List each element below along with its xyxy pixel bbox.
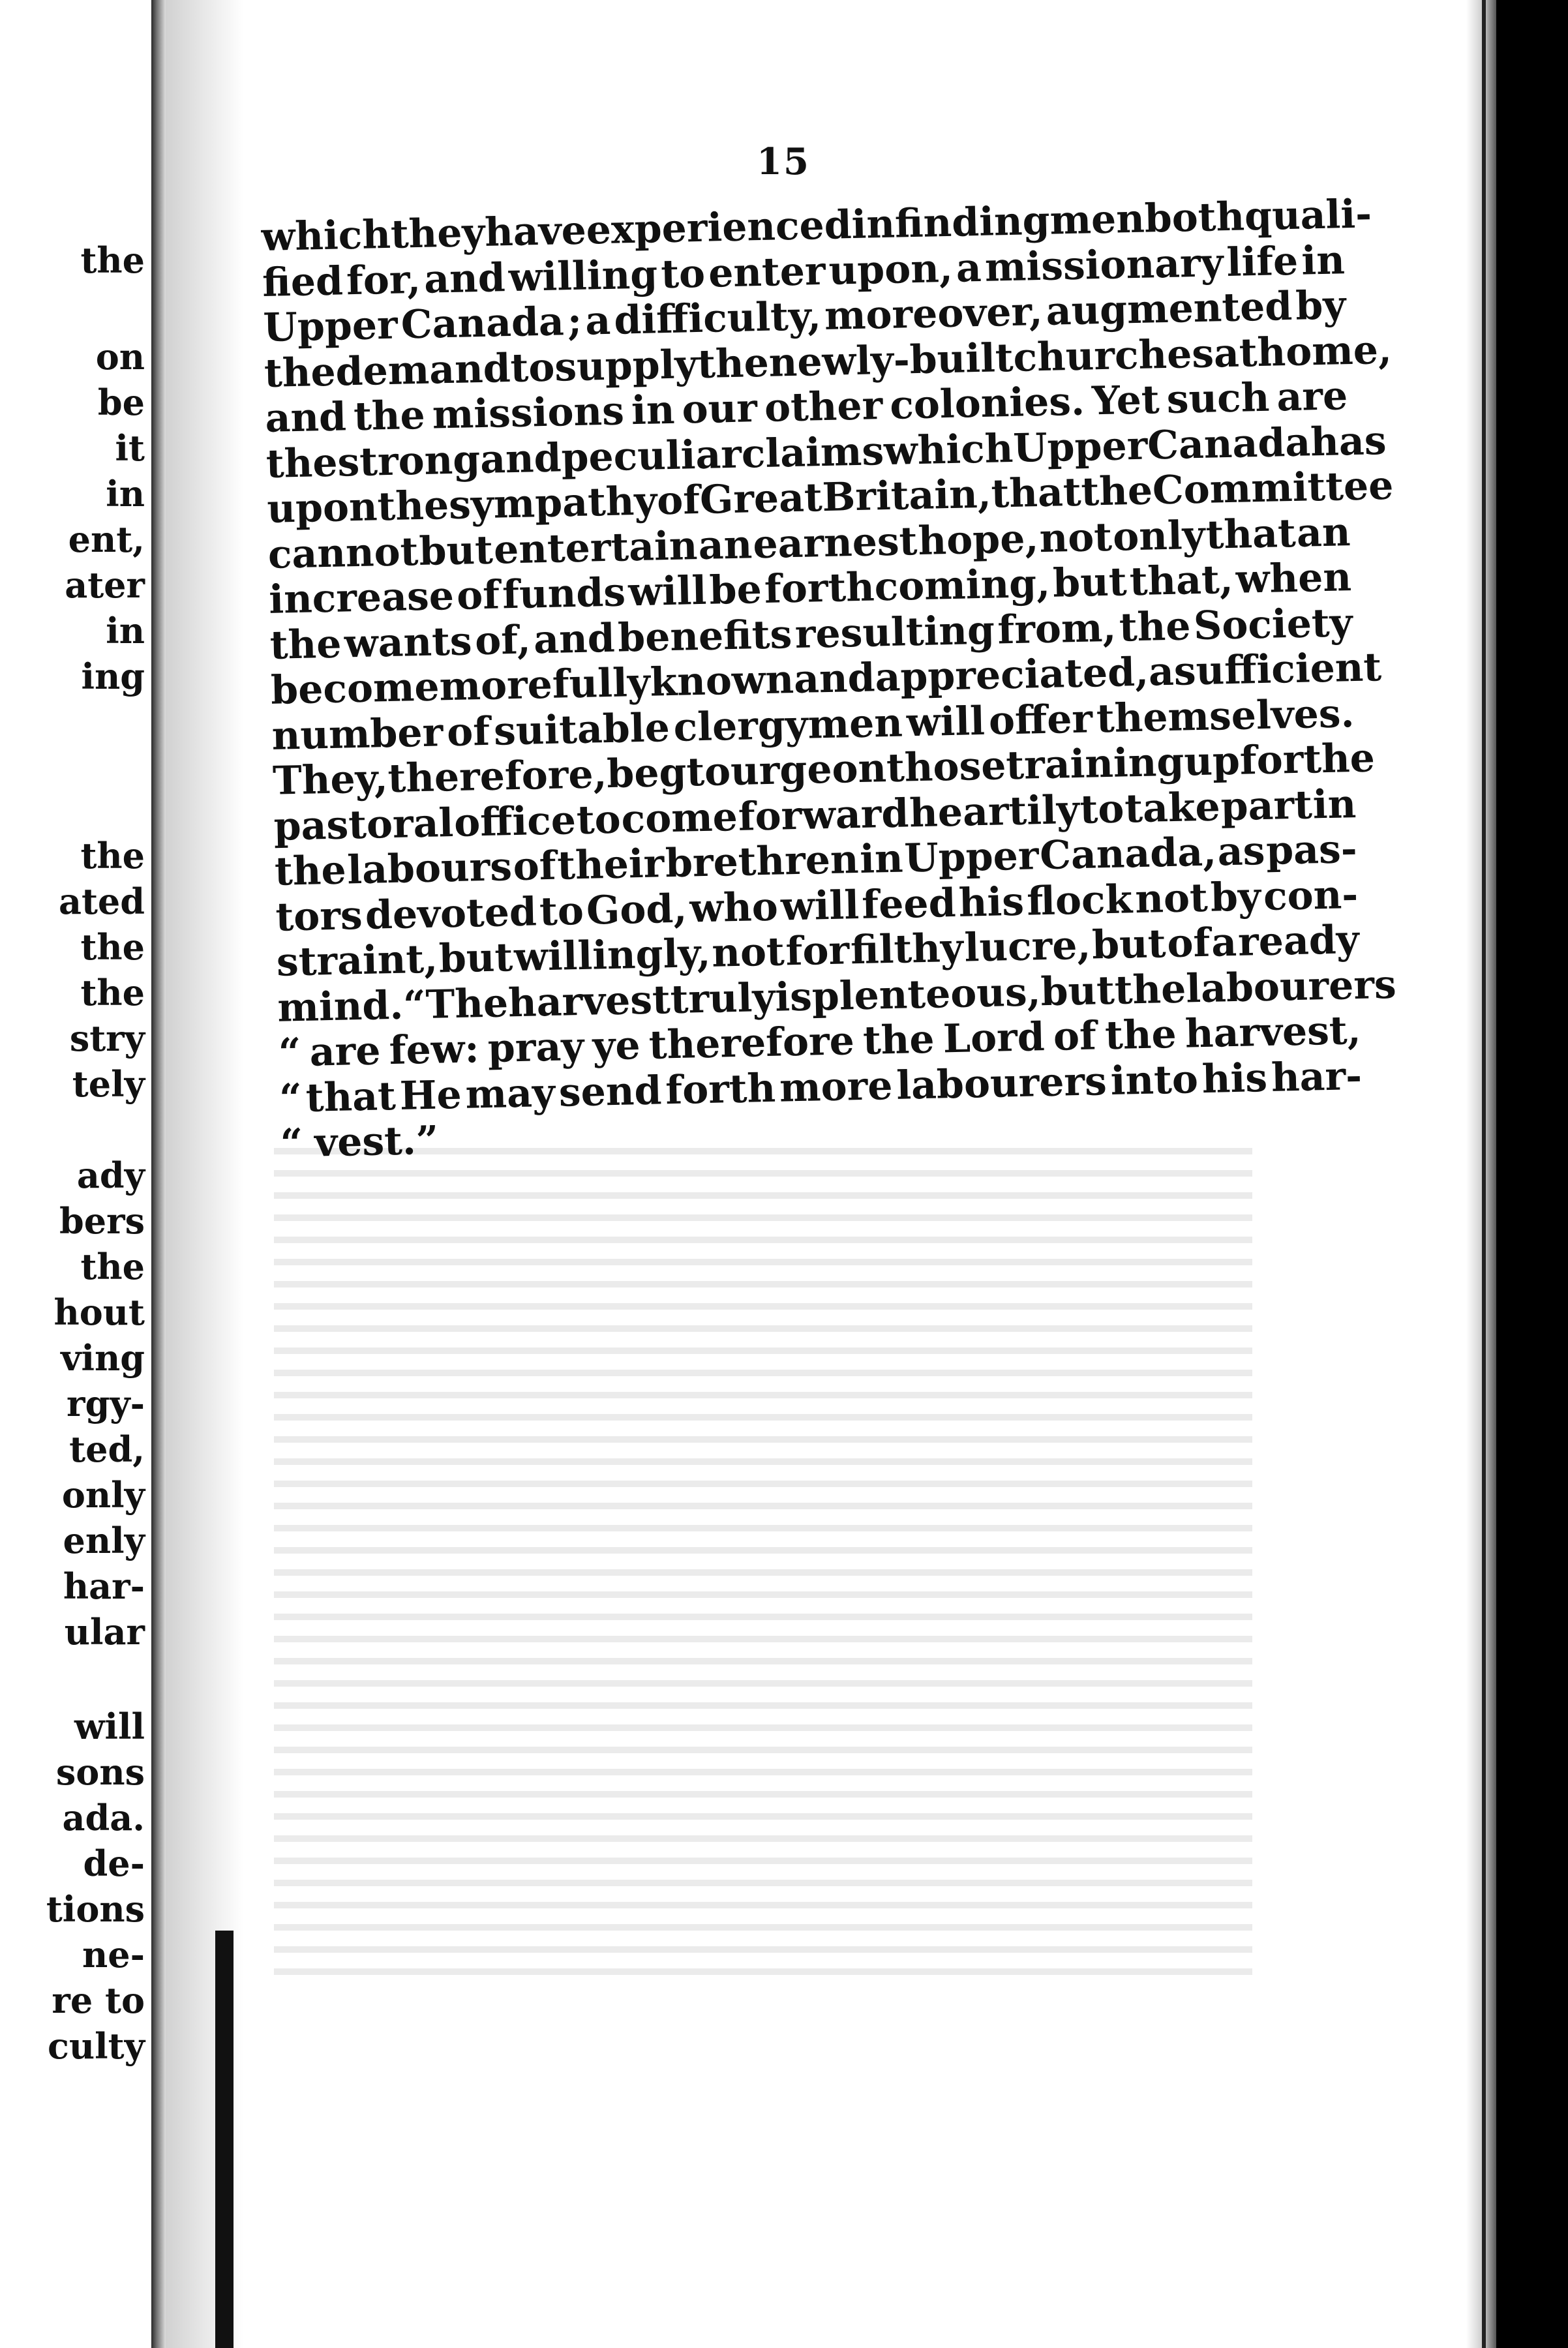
facing-page-fragment: the bbox=[80, 835, 145, 877]
word: for bbox=[785, 927, 850, 975]
word: not bbox=[1134, 875, 1209, 922]
word: in bbox=[851, 201, 896, 248]
word: funds bbox=[502, 569, 626, 618]
facing-page-fragment: tely bbox=[72, 1063, 145, 1105]
word: earnest bbox=[752, 518, 918, 567]
word: hope, bbox=[917, 515, 1039, 564]
spine-shadow bbox=[215, 1931, 234, 2348]
facing-page-fragment: only bbox=[61, 1474, 145, 1516]
word: but bbox=[438, 935, 513, 982]
word: moreover, bbox=[824, 288, 1044, 339]
word: number bbox=[271, 709, 444, 759]
word: suitable bbox=[493, 704, 671, 755]
facing-page-fragment: will bbox=[74, 1706, 145, 1747]
word: of bbox=[1166, 920, 1211, 967]
word: Upper bbox=[1012, 423, 1148, 472]
word: the bbox=[269, 621, 342, 669]
word: He bbox=[399, 1072, 462, 1119]
word: forth bbox=[665, 1065, 776, 1113]
facing-page-fragment: ady bbox=[76, 1154, 145, 1196]
facing-page-edge bbox=[0, 0, 157, 2348]
word: have bbox=[484, 207, 587, 256]
word: of bbox=[446, 708, 490, 755]
page-number: 15 bbox=[757, 140, 810, 183]
word: finding bbox=[894, 198, 1051, 247]
word: in bbox=[859, 835, 904, 882]
word: and bbox=[793, 655, 876, 703]
word: increase bbox=[268, 573, 455, 623]
word: the bbox=[1104, 1011, 1177, 1059]
word: appreciated, bbox=[874, 649, 1149, 701]
word: plenteous, bbox=[811, 969, 1042, 1020]
facing-page-fragment: enly bbox=[63, 1520, 145, 1561]
word: pas- bbox=[1265, 826, 1358, 874]
word: Society bbox=[1193, 599, 1353, 649]
word: will bbox=[780, 882, 860, 930]
word: the bbox=[376, 483, 449, 530]
facing-page-fragment: tions bbox=[46, 1888, 145, 1930]
word: the bbox=[1114, 966, 1187, 1014]
word: truly bbox=[669, 974, 776, 1023]
word: to bbox=[1079, 785, 1125, 833]
word: benefits bbox=[617, 611, 792, 661]
word: missions bbox=[432, 388, 625, 438]
word: training bbox=[1005, 739, 1185, 789]
word: cannot bbox=[267, 528, 419, 578]
word: peculiar bbox=[560, 431, 742, 481]
word: experienced bbox=[586, 202, 852, 254]
word: colonies. bbox=[889, 378, 1085, 429]
word: the bbox=[274, 847, 347, 895]
word: up bbox=[1183, 738, 1241, 785]
word: and bbox=[533, 615, 616, 663]
facing-page-fragment: the bbox=[80, 926, 145, 968]
word: Upper bbox=[262, 302, 399, 351]
word: to bbox=[686, 749, 731, 796]
word: harvest bbox=[507, 976, 671, 1026]
body-paragraph bbox=[260, 191, 1397, 1167]
word: resulting bbox=[794, 607, 995, 657]
word: in bbox=[1312, 781, 1357, 828]
word: of bbox=[1053, 1013, 1097, 1060]
word: forthcoming, bbox=[764, 560, 1051, 612]
word: other bbox=[764, 383, 883, 431]
facing-page-fragment: ted, bbox=[69, 1428, 145, 1470]
facing-page-fragment: bers bbox=[59, 1200, 145, 1242]
facing-page-fragment: ving bbox=[61, 1337, 145, 1379]
facing-page-fragment: in bbox=[106, 610, 145, 652]
word: such bbox=[1166, 374, 1271, 423]
book-gutter bbox=[151, 0, 166, 2348]
facing-page-fragment: ing bbox=[81, 655, 145, 697]
word: known bbox=[649, 657, 794, 706]
word: in bbox=[1301, 237, 1346, 284]
word: to bbox=[539, 888, 584, 935]
word: sympathy bbox=[448, 478, 657, 529]
word: his bbox=[1201, 1055, 1268, 1102]
word: “ bbox=[402, 982, 427, 1029]
facing-page-fragment: ent, bbox=[68, 519, 145, 560]
word: They, bbox=[272, 756, 389, 804]
word: pastoral bbox=[273, 800, 454, 850]
facing-page-fragment: rgy- bbox=[67, 1383, 145, 1424]
word: and bbox=[264, 394, 347, 442]
word: but bbox=[418, 527, 494, 575]
word: the bbox=[353, 392, 426, 440]
scan-border bbox=[1496, 0, 1568, 2348]
word: life bbox=[1226, 238, 1299, 286]
word: an bbox=[697, 521, 753, 569]
word: ; bbox=[567, 298, 582, 345]
word: on bbox=[831, 745, 887, 792]
facing-page-fragment: ular bbox=[64, 1611, 145, 1653]
word: therefore bbox=[648, 1018, 855, 1068]
word: of bbox=[513, 843, 557, 890]
facing-page-fragment: the bbox=[80, 239, 145, 281]
word: are bbox=[1276, 373, 1348, 421]
word: straint, bbox=[276, 936, 438, 986]
facing-page-fragment: de- bbox=[83, 1843, 145, 1884]
facing-page-fragment: culty bbox=[48, 2025, 145, 2067]
word: may bbox=[464, 1070, 556, 1118]
word: will bbox=[906, 698, 986, 745]
word: demand bbox=[335, 345, 511, 395]
word: take bbox=[1124, 783, 1221, 832]
word: strong bbox=[337, 436, 481, 486]
word: quali- bbox=[1244, 191, 1372, 240]
word: to bbox=[509, 344, 556, 391]
word: the bbox=[1303, 735, 1376, 783]
word: Canada bbox=[1147, 419, 1311, 469]
word: fied bbox=[262, 258, 344, 306]
word: Britain, bbox=[821, 471, 992, 521]
word: Yet bbox=[1091, 377, 1160, 425]
facing-page-fragment: hout bbox=[53, 1291, 145, 1333]
word: that bbox=[305, 1073, 397, 1121]
word: clergymen bbox=[672, 700, 903, 751]
word: harvest, bbox=[1184, 1007, 1362, 1057]
word: but bbox=[1091, 921, 1167, 969]
word: upon, bbox=[828, 245, 954, 294]
word: vest.” bbox=[314, 1117, 439, 1166]
word: that, bbox=[1129, 556, 1234, 605]
word: “ bbox=[279, 1075, 303, 1122]
facing-page-fragment: re to bbox=[52, 1979, 145, 2021]
word: difficulty, bbox=[613, 294, 822, 344]
word: our bbox=[681, 385, 758, 433]
word: will bbox=[627, 567, 708, 616]
word: of bbox=[656, 477, 701, 524]
facing-page-fragment: sons bbox=[55, 1751, 145, 1793]
facing-page-fragment: on bbox=[95, 336, 145, 378]
word: upon bbox=[266, 484, 378, 532]
word: newly-built bbox=[768, 335, 1014, 386]
word: Canada, bbox=[1039, 829, 1217, 879]
word: only bbox=[1112, 512, 1206, 560]
facing-page-fragment: ated bbox=[58, 880, 145, 922]
word: and bbox=[479, 434, 562, 483]
word: God, bbox=[586, 886, 687, 934]
word: enter bbox=[708, 248, 826, 297]
word: ye bbox=[592, 1023, 641, 1070]
word: labourers bbox=[896, 1058, 1108, 1109]
word: con- bbox=[1263, 871, 1359, 920]
word: part bbox=[1220, 781, 1313, 830]
word: their bbox=[556, 841, 665, 889]
page-edge-shadow bbox=[1466, 0, 1496, 2348]
word: but bbox=[1040, 967, 1115, 1015]
word: forward bbox=[738, 790, 909, 840]
word: a bbox=[584, 297, 611, 344]
word: who bbox=[689, 884, 779, 931]
word: a bbox=[956, 245, 982, 292]
word: willingly, bbox=[513, 930, 712, 981]
facing-page-fragment: be bbox=[97, 382, 145, 423]
word: tors bbox=[275, 892, 363, 941]
word: those bbox=[886, 743, 1007, 792]
word: flock bbox=[1026, 876, 1133, 925]
word: wants bbox=[344, 618, 473, 667]
word: are bbox=[309, 1028, 382, 1076]
word: the bbox=[697, 340, 770, 387]
word: Canada bbox=[400, 299, 565, 348]
word: the bbox=[265, 440, 339, 487]
word: beg bbox=[606, 749, 687, 798]
word: into bbox=[1109, 1056, 1199, 1104]
word: that bbox=[990, 469, 1082, 517]
word: feed bbox=[861, 880, 957, 928]
word: for, bbox=[346, 256, 421, 304]
word: but bbox=[1052, 559, 1128, 607]
word: of, bbox=[474, 616, 532, 664]
word: an bbox=[1296, 509, 1351, 556]
word: when bbox=[1235, 554, 1352, 603]
word: for bbox=[1239, 736, 1304, 784]
word: claims bbox=[741, 428, 884, 477]
word: that bbox=[1205, 510, 1297, 558]
facing-page-fragment: ada. bbox=[62, 1797, 145, 1839]
word: labourers bbox=[1185, 961, 1397, 1012]
word: at bbox=[1213, 329, 1258, 376]
word: in bbox=[631, 387, 676, 434]
word: Great bbox=[699, 475, 823, 523]
word: mind. bbox=[277, 982, 404, 1031]
reverse-side-bleed-through bbox=[274, 1148, 1252, 1983]
word: the bbox=[264, 349, 337, 397]
word: brethren bbox=[665, 837, 860, 887]
word: har- bbox=[1271, 1053, 1363, 1101]
word: fully bbox=[552, 659, 651, 708]
facing-page-fragment: stry bbox=[69, 1017, 145, 1059]
word: supply bbox=[554, 341, 698, 391]
word: is bbox=[774, 974, 813, 1021]
word: more bbox=[779, 1062, 894, 1111]
word: few: bbox=[389, 1026, 480, 1074]
page-edge-line bbox=[1482, 0, 1486, 2348]
word: which bbox=[883, 425, 1014, 474]
word: both bbox=[1144, 194, 1245, 242]
word: a bbox=[1148, 648, 1175, 695]
word: the bbox=[1080, 468, 1153, 515]
word: heartily bbox=[909, 787, 1080, 836]
word: Committee bbox=[1152, 462, 1394, 514]
word: office bbox=[453, 797, 577, 846]
word: send bbox=[558, 1067, 663, 1116]
word: missionary bbox=[984, 239, 1224, 291]
word: come bbox=[620, 794, 738, 843]
facing-page-fragment: in bbox=[106, 473, 145, 515]
word: a bbox=[1211, 919, 1237, 966]
word: augmented bbox=[1045, 283, 1293, 335]
word: themselves. bbox=[1096, 690, 1355, 742]
word: by bbox=[1295, 282, 1346, 329]
word: the bbox=[862, 1016, 935, 1064]
word: and bbox=[423, 254, 506, 303]
word: Lord bbox=[942, 1014, 1046, 1062]
facing-page-fragment: it bbox=[115, 427, 145, 469]
word: men bbox=[1049, 196, 1145, 244]
word: Upper bbox=[903, 833, 1040, 882]
word: offer bbox=[988, 695, 1093, 744]
word: to bbox=[660, 250, 706, 297]
word: not bbox=[1038, 514, 1113, 562]
word: entertain bbox=[493, 522, 699, 573]
word: of bbox=[456, 572, 500, 619]
word: they bbox=[390, 209, 485, 258]
word: therefore, bbox=[387, 751, 608, 802]
word: more bbox=[438, 661, 553, 710]
word: The bbox=[425, 980, 509, 1028]
word: home, bbox=[1256, 327, 1393, 376]
word: by bbox=[1210, 873, 1261, 921]
word: from, bbox=[997, 605, 1117, 653]
word: has bbox=[1310, 417, 1387, 465]
word: sufficient bbox=[1173, 644, 1382, 695]
facing-page-fragment: ne- bbox=[82, 1934, 145, 1976]
facing-page-fragment: ater bbox=[65, 564, 145, 606]
word: urge bbox=[730, 746, 833, 795]
word: willing bbox=[508, 251, 658, 301]
word: churches bbox=[1012, 330, 1214, 381]
word: lucre, bbox=[963, 922, 1091, 971]
word: labours bbox=[346, 844, 513, 894]
facing-page-fragment: the bbox=[80, 972, 145, 1014]
word: become bbox=[270, 664, 440, 714]
facing-page-fragment: the bbox=[80, 1246, 145, 1287]
word: his bbox=[958, 879, 1025, 926]
facing-page-fragment: har- bbox=[63, 1565, 145, 1607]
word: pray bbox=[487, 1023, 584, 1072]
word: “ bbox=[280, 1120, 304, 1167]
word: filthy bbox=[850, 925, 964, 974]
word: ready bbox=[1237, 916, 1360, 965]
word: not bbox=[711, 929, 785, 976]
word: devoted bbox=[365, 888, 537, 939]
word: to bbox=[576, 796, 622, 843]
word: the bbox=[1119, 603, 1192, 651]
word: as bbox=[1217, 828, 1266, 875]
word: which bbox=[260, 211, 391, 260]
word: “ bbox=[278, 1030, 302, 1076]
word: be bbox=[708, 567, 762, 614]
